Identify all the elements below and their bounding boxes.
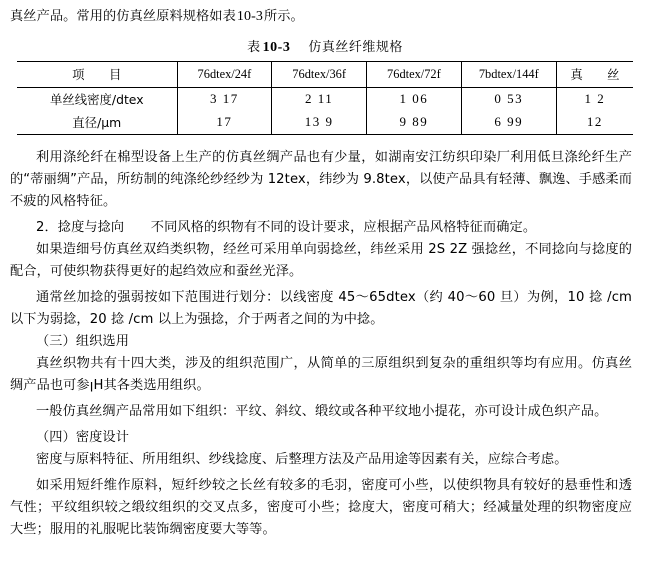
- intro-text-before: 真丝产品。常用的仿真丝原料规格如表: [10, 9, 236, 24]
- table-cell: 3 17: [177, 88, 272, 112]
- table-row: [17, 111, 633, 135]
- document-page: [0, 6, 650, 568]
- fiber-spec-table: [17, 61, 633, 135]
- table-cell: 1 2: [556, 88, 633, 112]
- table-caption-title: 仿真丝纤维规格: [308, 40, 403, 55]
- paragraph-density-1: 密度与原料特征、所用组织、纱线捻度、后整理方法及产品用途等因素有关，应综合考虑。: [36, 452, 568, 467]
- table-col-header-item: 项 目: [17, 62, 177, 88]
- table-col-header-7bdtex144f: 7bdtex/144f: [461, 62, 556, 88]
- table-cell: 13 9: [272, 111, 367, 135]
- paragraph-twist-section-head: 2．捻度与捻向 不同风格的织物有不同的设计要求，应根据产品风格特征而确定。: [36, 220, 537, 235]
- table-col-header-76dtex36f: 76dtex/36f: [272, 62, 367, 88]
- table-col-header-76dtex24f: 76dtex/24f: [177, 62, 272, 88]
- table-caption-prefix: 表: [247, 40, 261, 55]
- paragraph-density-head: （四）密度设计: [36, 430, 130, 445]
- paragraph-dacron-cotton: 利用涤纶纤在棉型设备上生产的仿真丝绸产品也有少量，如湖南安江纺织印染厂利用低旦涤纶纤生产的“蒂丽绸”产品，所纺制的纯涤纶纱经纱为 12tex，纬纱为 9.8tex，以使产品具有轻薄、飘逸、手感柔而不疲的风格特征。: [10, 150, 632, 209]
- paragraph-density-2: 如采用短纤维作原料，短纤纱较之长丝有较多的毛羽，密度可小些，以使织物具有较好的悬垂性和透气性；平纹组织较之缎纹组织的交叉点多，密度可小些；捻度大，密度可稍大；经减量处理的织物密度应大些；服用的礼服呢比装饰绸密度要大等等。: [10, 478, 632, 537]
- paragraph-twist-detail: 如果造细号仿真丝双绉类织物，经丝可采用单向弱捻丝，纬丝采用 2S 2Z 强捻丝，不同捻向与捻度的配合，可使织物获得更好的起绉效应和蚕丝光泽。: [10, 242, 632, 279]
- intro-line: [10, 6, 632, 28]
- table-cell: 17: [177, 111, 272, 135]
- table-cell: 9 89: [367, 111, 462, 135]
- paragraph-weave-2: 一般仿真丝绸产品常用如下组织：平纹、斜纹、缎纹或各种平纹地小提花，亦可设计成色织产品。: [36, 404, 608, 419]
- table-cell: 6 99: [461, 111, 556, 135]
- table-col-header-silk: 真 丝: [556, 62, 633, 88]
- table-header-row: [17, 62, 633, 88]
- intro-table-ref: 10-3: [236, 9, 263, 24]
- table-cell: 1 06: [367, 88, 462, 112]
- table-caption: [0, 36, 650, 56]
- paragraph-twist-classification: 通常丝加捻的强弱按如下范围进行划分：以线密度 45～65dtex（约 40～60 旦）为例，10 捻 /cm 以下为弱捻，20 捻 /cm 以上为强捻，介于两者之间的为中捻。: [10, 290, 632, 327]
- table-row-label-linear-density: 单丝线密度/dtex: [49, 92, 144, 107]
- table-col-header-76dtex72f: 76dtex/72f: [367, 62, 462, 88]
- table-row: [17, 88, 633, 112]
- paragraph-weave-1: 真丝织物共有十四大类，涉及的组织范围广，从简单的三原组织到复杂的重组织等均有应用。仿真丝绸产品也可参ןН其各类选用组织。: [10, 356, 632, 393]
- table-cell: 12: [556, 111, 633, 135]
- paragraph-weave-head: （三）组织选用: [36, 334, 130, 349]
- table-caption-number: 10-3: [262, 40, 291, 55]
- table-row-label-diameter: 直径/μm: [17, 111, 177, 135]
- table-cell: 2 11: [272, 88, 367, 112]
- intro-text-after: 所示。: [263, 9, 304, 24]
- table-cell: 0 53: [461, 88, 556, 112]
